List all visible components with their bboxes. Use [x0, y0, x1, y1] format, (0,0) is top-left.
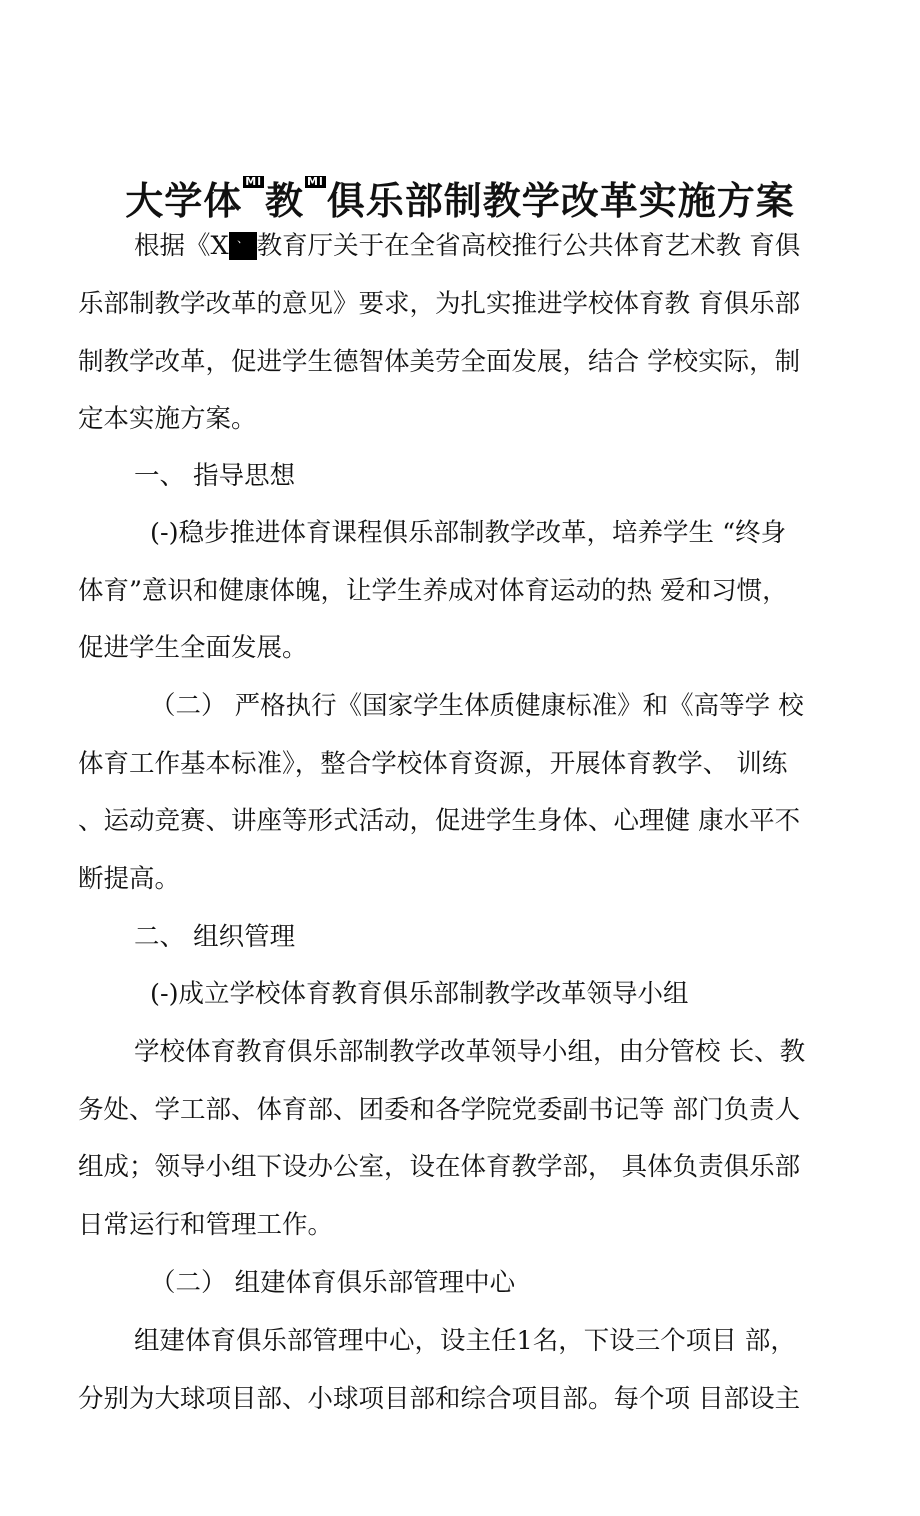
paragraph-line: 促进学生全面发展。 [78, 633, 308, 663]
title-part-1: 大学体 [125, 179, 243, 223]
paragraph-line: 制教学改革，促进学生德智体美劳全面发展，结合 学校实际，制 [78, 347, 801, 377]
paragraph-line: 断提高。 [78, 864, 181, 894]
paragraph-line: 体育工作基本标准》，整合学校体育资源，开展体育教学、 训练 [78, 749, 788, 779]
redaction-mark: Ml [245, 175, 262, 188]
paragraph-line: （二） 严格执行《国家学生体质健康标准》和《高等学 校 [150, 691, 804, 721]
section-heading: 一、 指导思想 [134, 461, 296, 491]
paragraph-line: 学校体育教育俱乐部制教学改革领导小组，由分管校 长、教 [134, 1037, 806, 1067]
paragraph-line: 日常运行和管理工作。 [78, 1210, 334, 1240]
title-part-2: 教 [264, 179, 304, 223]
title-part-3: 俱乐部制教学改革实施方案 [326, 179, 795, 223]
paragraph-line: 定本实施方案。 [78, 404, 257, 434]
paragraph-line: 组成；领导小组下设办公室，设在体育教学部， 具体负责俱乐部 [78, 1152, 801, 1182]
text-part: 根据《X [134, 231, 229, 261]
redaction-mark: 、 [229, 232, 257, 260]
text-part: 教育厅关于在全省高校推行公共体育艺术教 育俱 [256, 231, 801, 261]
paragraph-line: 乐部制教学改革的意见》要求，为扎实推进学校体育教 育俱乐部 [78, 289, 801, 319]
paragraph-line: 、运动竞赛、讲座等形式活动，促进学生身体、心理健 康水平不 [78, 806, 801, 836]
paragraph-line: 务处、学工部、体育部、团委和各学院党委副书记等 部门负责人 [78, 1095, 801, 1125]
paragraph-line: 分别为大球项目部、小球项目部和综合项目部。每个项 目部设主 [78, 1384, 801, 1414]
subsection-heading: （二） 组建体育俱乐部管理中心 [150, 1268, 516, 1298]
redaction-mark: Ml [307, 175, 324, 188]
paragraph-line: 组建体育俱乐部管理中心，设主任1名，下设三个项目 部， [134, 1326, 796, 1356]
document-title [60, 172, 860, 230]
paragraph-line [134, 226, 848, 266]
subsection-heading: (-)成立学校体育教育俱乐部制教学改革领导小组 [150, 979, 689, 1009]
section-heading: 二、 组织管理 [134, 922, 296, 952]
paragraph-line: (-)稳步推进体育课程俱乐部制教学改革，培养学生 “终身 [150, 518, 787, 548]
paragraph-line: 体育”意识和健康体魄，让学生养成对体育运动的热 爱和习惯， [78, 576, 788, 606]
